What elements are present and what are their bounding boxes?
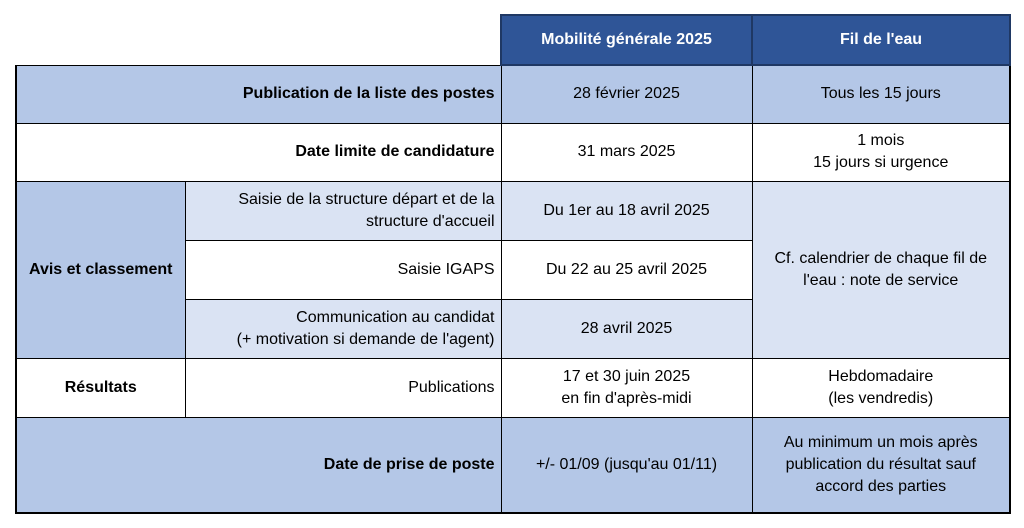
- row-label-communication: Communication au candidat (+ motivation si demande de l'agent): [185, 299, 501, 358]
- cell-publication-mobilite: 28 février 2025: [501, 65, 752, 123]
- cell-communication-mobilite: 28 avril 2025: [501, 299, 752, 358]
- cell-saisie-structure-mobilite: Du 1er au 18 avril 2025: [501, 181, 752, 240]
- row-publication: [16, 65, 1010, 123]
- group-label-avis-classement: Avis et classement: [16, 181, 185, 358]
- row-saisie-structure: [16, 181, 1010, 240]
- cell-resultats-mobilite: 17 et 30 juin 2025 en fin d'après-midi: [501, 358, 752, 417]
- row-resultats: [16, 358, 1010, 417]
- row-label-saisie-structure: Saisie de la structure départ et de la structure d'accueil: [185, 181, 501, 240]
- cell-date-limite-fil: 1 mois 15 jours si urgence: [752, 123, 1010, 181]
- row-date-limite: [16, 123, 1010, 181]
- cell-saisie-igaps-mobilite: Du 22 au 25 avril 2025: [501, 240, 752, 299]
- header-fil-de-leau: Fil de l'eau: [752, 15, 1010, 65]
- header-row: [16, 15, 1010, 65]
- header-mobilite-generale: Mobilité générale 2025: [501, 15, 752, 65]
- row-label-prise-poste: Date de prise de poste: [16, 417, 501, 513]
- cell-avis-fil: Cf. calendrier de chaque fil de l'eau : note de service: [752, 181, 1010, 358]
- row-label-date-limite: Date limite de candidature: [16, 123, 501, 181]
- row-prise-poste: [16, 417, 1010, 513]
- group-label-resultats: Résultats: [16, 358, 185, 417]
- row-label-saisie-igaps: Saisie IGAPS: [185, 240, 501, 299]
- header-blank-cell: [16, 15, 501, 65]
- cell-publication-fil: Tous les 15 jours: [752, 65, 1010, 123]
- row-label-publications: Publications: [185, 358, 501, 417]
- calendar-table: [15, 14, 1011, 514]
- row-label-publication: Publication de la liste des postes: [16, 65, 501, 123]
- cell-prise-poste-fil: Au minimum un mois après publication du résultat sauf accord des parties: [752, 417, 1010, 513]
- cell-resultats-fil: Hebdomadaire (les vendredis): [752, 358, 1010, 417]
- cell-prise-poste-mobilite: +/- 01/09 (jusqu'au 01/11): [501, 417, 752, 513]
- cell-date-limite-mobilite: 31 mars 2025: [501, 123, 752, 181]
